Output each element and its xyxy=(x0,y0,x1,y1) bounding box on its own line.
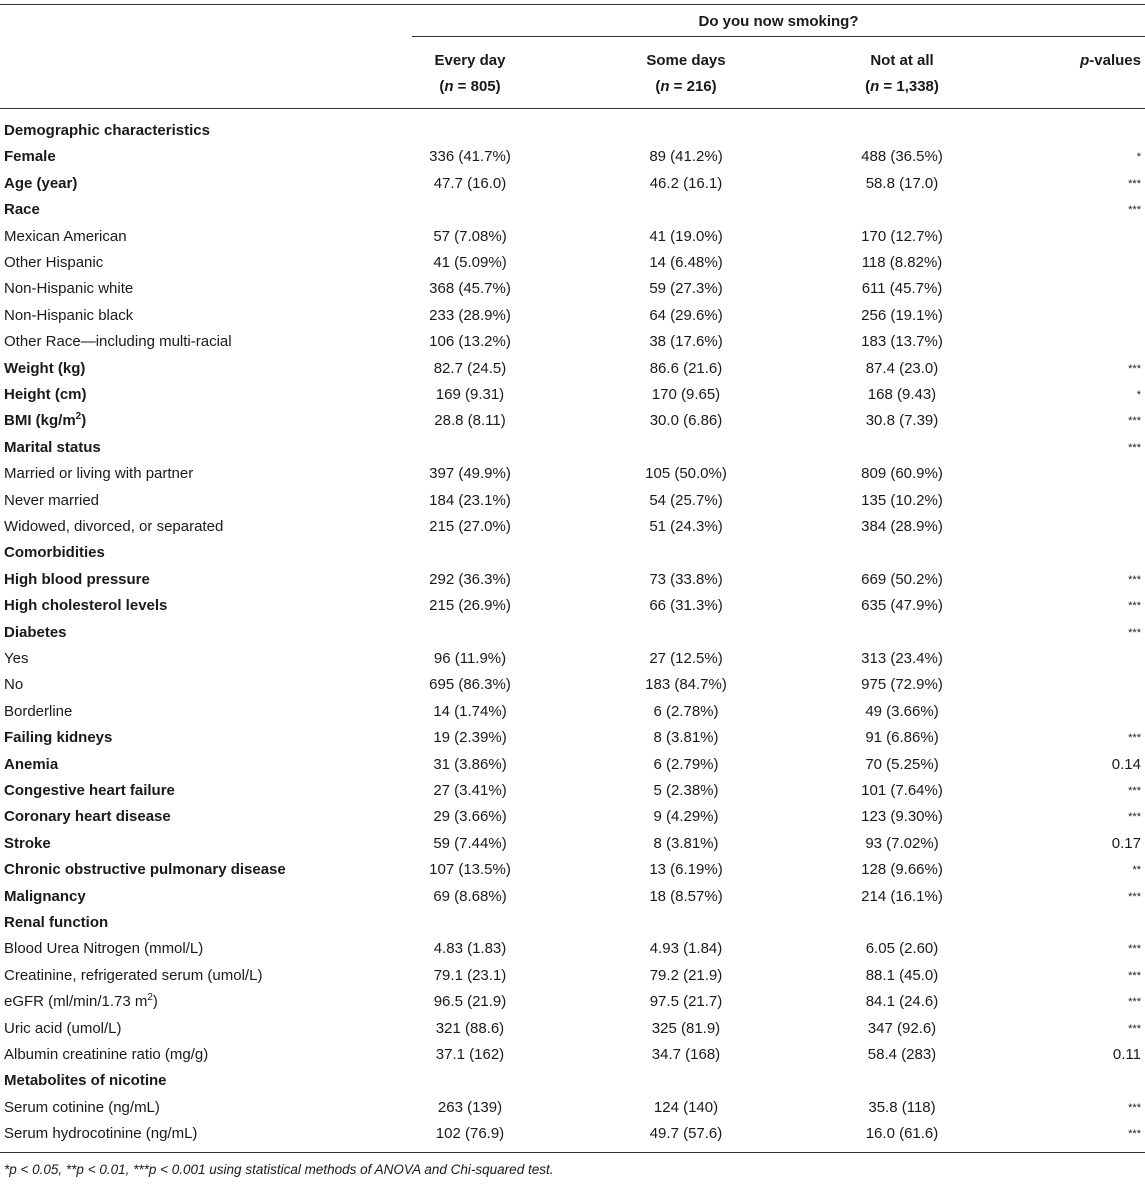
row-label: Height (cm) xyxy=(4,386,87,403)
row-value: 128 (9.66%) xyxy=(861,861,943,879)
row-value: 58.4 (283) xyxy=(867,1046,937,1063)
row-value: 635 (47.9%) xyxy=(861,597,943,615)
row-p-value: *** xyxy=(1128,811,1141,824)
col-header-not-at-all: Not at all xyxy=(870,52,934,69)
row-value: 59 (7.44%) xyxy=(433,834,507,852)
row-label: Serum hydrocotinine (ng/mL) xyxy=(4,1125,198,1143)
row-label: Borderline xyxy=(4,702,73,720)
row-p-value: *** xyxy=(1128,732,1141,745)
row-label: Blood Urea Nitrogen (mmol/L) xyxy=(4,940,204,958)
row-value: 18 (8.57%) xyxy=(649,887,723,905)
row-label: Malignancy xyxy=(4,887,86,905)
row-value: 215 (27.0%) xyxy=(429,518,511,535)
table-footnote: *p < 0.05, **p < 0.01, ***p < 0.001 using statistical methods of ANOVA and Chi-squared test. xyxy=(4,1162,554,1177)
row-value: 96 (11.9%) xyxy=(433,650,507,667)
row-p-value: *** xyxy=(1128,626,1141,639)
row-value: 170 (9.65) xyxy=(651,386,721,403)
row-label: Metabolites of nicotine xyxy=(4,1072,167,1090)
row-label: Stroke xyxy=(4,834,51,852)
row-value: 54 (25.7%) xyxy=(649,491,723,509)
row-value: 321 (88.6) xyxy=(435,1019,505,1037)
row-p-value: *** xyxy=(1128,441,1141,454)
row-value: 31 (3.86%) xyxy=(433,755,507,773)
col-n-every-day: (n = 805) xyxy=(439,78,501,95)
row-p-value: *** xyxy=(1128,177,1141,190)
row-value: 82.7 (24.5) xyxy=(433,359,507,377)
row-value: 30.0 (6.86) xyxy=(649,412,723,430)
row-value: 64 (29.6%) xyxy=(649,306,723,324)
row-value: 695 (86.3%) xyxy=(429,676,511,694)
row-value: 184 (23.1%) xyxy=(429,491,511,509)
row-value: 809 (60.9%) xyxy=(861,465,943,483)
row-p-value: *** xyxy=(1128,362,1141,375)
row-value: 263 (139) xyxy=(437,1098,503,1116)
row-value: 6.05 (2.60) xyxy=(865,940,939,958)
row-value: 124 (140) xyxy=(653,1098,719,1116)
row-p-value: ** xyxy=(1132,864,1141,877)
row-value: 4.93 (1.84) xyxy=(649,940,723,958)
row-value: 58.8 (17.0) xyxy=(865,174,939,192)
row-value: 57 (7.08%) xyxy=(433,227,507,245)
row-label: BMI $(kg/m^2)$ xyxy=(4,411,87,430)
row-value: 27 (3.41%) xyxy=(433,782,507,799)
row-label: No xyxy=(4,676,24,694)
row-label: Female xyxy=(4,148,56,166)
row-label: Other Hispanic xyxy=(4,254,104,271)
row-value: 37.1 (162) xyxy=(435,1046,505,1063)
row-p-value: *** xyxy=(1128,600,1141,613)
row-label: Widowed, divorced, or separated xyxy=(4,518,224,535)
row-value: 96.5 (21.9) xyxy=(433,993,507,1011)
row-value: 368 (45.7%) xyxy=(429,280,511,298)
row-value: 73 (33.8%) xyxy=(649,570,723,588)
row-value: 46.2 (16.1) xyxy=(649,174,723,192)
row-label: Creatinine, refrigerated serum (umol/L) xyxy=(4,966,263,984)
row-label: Failing kidneys xyxy=(4,729,113,747)
col-header-some-days: Some days xyxy=(646,52,726,69)
row-value: 14 (1.74%) xyxy=(433,702,507,720)
row-value: 47.7 (16.0) xyxy=(433,174,507,192)
row-value: 84.1 (24.6) xyxy=(865,993,939,1011)
row-value: 38 (17.6%) xyxy=(649,333,723,351)
row-value: 34.7 (168) xyxy=(651,1046,721,1063)
row-label: Married or living with partner xyxy=(4,465,194,483)
row-value: 170 (12.7%) xyxy=(861,227,943,245)
row-value: 975 (72.9%) xyxy=(861,676,943,694)
col-n-not-at-all: (n = 1,338) xyxy=(865,78,939,95)
row-label: Albumin creatinine ratio (mg/g) xyxy=(4,1046,209,1063)
row-label: Demographic characteristics xyxy=(4,122,210,139)
row-label: High cholesterol levels xyxy=(4,597,168,615)
row-value: 59 (27.3%) xyxy=(649,280,723,298)
bottom-rule xyxy=(0,1152,1145,1153)
row-value: 215 (26.9%) xyxy=(429,597,511,615)
row-value: 183 (13.7%) xyxy=(861,333,943,351)
col-header-every-day: Every day xyxy=(434,52,506,69)
row-label: High blood pressure xyxy=(4,570,150,588)
row-value: 611 (45.7%) xyxy=(861,280,943,298)
row-value: 87.4 (23.0) xyxy=(865,359,939,377)
row-value: 105 (50.0%) xyxy=(645,465,727,483)
row-p-value: *** xyxy=(1128,969,1141,982)
row-value: 49.7 (57.6) xyxy=(649,1125,723,1143)
row-value: 13 (6.19%) xyxy=(649,861,723,879)
row-value: 6 (2.78%) xyxy=(653,702,719,720)
row-value: 8 (3.81%) xyxy=(653,729,719,747)
row-value: 89 (41.2%) xyxy=(649,148,723,166)
row-value: 101 (7.64%) xyxy=(861,782,943,799)
row-value: 214 (16.1%) xyxy=(861,887,943,905)
row-label: Coronary heart disease xyxy=(4,808,171,826)
row-label: Race xyxy=(4,201,40,219)
row-value: 93 (7.02%) xyxy=(865,834,939,852)
row-value: 97.5 (21.7) xyxy=(649,993,723,1011)
spanner-rule xyxy=(412,36,1145,37)
row-p-value: * xyxy=(1136,389,1141,401)
header-rule xyxy=(0,108,1145,109)
row-value: 169 (9.31) xyxy=(435,386,505,403)
row-p-value: *** xyxy=(1128,943,1141,956)
row-p-value: * xyxy=(1136,151,1141,164)
row-value: 8 (3.81%) xyxy=(653,834,719,852)
row-value: 118 (8.82%) xyxy=(861,254,943,271)
row-value: 336 (41.7%) xyxy=(429,148,511,166)
row-label: Renal function xyxy=(4,914,109,931)
row-label: Congestive heart failure xyxy=(4,782,175,799)
row-p-value: *** xyxy=(1128,204,1141,217)
row-label: Yes xyxy=(4,650,29,667)
col-n-some-days: (n = 216) xyxy=(655,78,717,95)
row-p-value: *** xyxy=(1128,996,1141,1009)
row-value: 19 (2.39%) xyxy=(433,729,507,747)
row-label: Age (year) xyxy=(4,174,78,192)
row-label: Non-Hispanic black xyxy=(4,306,134,324)
row-value: 86.6 (21.6) xyxy=(649,359,723,377)
row-p-value: *** xyxy=(1128,1101,1141,1114)
row-value: 384 (28.9%) xyxy=(861,518,943,535)
row-label: Marital status xyxy=(4,438,101,456)
row-label: Other Race—including multi-racial xyxy=(4,333,232,351)
row-label: Diabetes xyxy=(4,623,67,641)
row-value: 347 (92.6) xyxy=(867,1019,937,1037)
row-value: 14 (6.48%) xyxy=(649,254,723,271)
row-value: 91 (6.86%) xyxy=(865,729,939,747)
row-value: 6 (2.79%) xyxy=(653,755,719,773)
row-label: Non-Hispanic white xyxy=(4,280,134,298)
row-value: 397 (49.9%) xyxy=(429,465,511,483)
row-value: 256 (19.1%) xyxy=(861,306,943,324)
row-value: 123 (9.30%) xyxy=(861,808,943,826)
row-value: 106 (13.2%) xyxy=(429,333,511,351)
row-p-value: 0.11 xyxy=(1112,1046,1141,1063)
row-value: 79.2 (21.9) xyxy=(649,966,723,984)
row-value: 16.0 (61.6) xyxy=(865,1125,939,1143)
row-value: 41 (5.09%) xyxy=(433,254,507,271)
row-value: 292 (36.3%) xyxy=(429,570,511,588)
top-rule xyxy=(0,4,1145,5)
row-p-value: *** xyxy=(1128,1128,1141,1141)
row-value: 88.1 (45.0) xyxy=(865,966,939,984)
row-p-value: *** xyxy=(1128,1022,1141,1035)
row-value: 29 (3.66%) xyxy=(433,808,507,826)
row-value: 35.8 (118) xyxy=(868,1098,936,1116)
row-value: 27 (12.5%) xyxy=(649,650,723,667)
spanner-header: Do you now smoking? xyxy=(698,13,859,30)
row-value: 183 (84.7%) xyxy=(645,676,727,694)
row-p-value: 0.17 xyxy=(1111,834,1141,852)
row-value: 49 (3.66%) xyxy=(865,702,939,720)
row-value: 168 (9.43) xyxy=(867,386,937,403)
row-value: 4.83 (1.83) xyxy=(433,940,507,958)
row-value: 669 (50.2%) xyxy=(861,570,943,588)
row-value: 79.1 (23.1) xyxy=(433,966,507,984)
row-p-value: *** xyxy=(1128,890,1141,903)
col-header-p-values: p-values xyxy=(1080,52,1141,69)
row-value: 70 (5.25%) xyxy=(865,755,939,773)
row-label: Mexican American xyxy=(4,227,127,245)
row-label: Weight (kg) xyxy=(4,359,86,377)
row-label: Anemia xyxy=(4,755,59,773)
row-value: 41 (19.0%) xyxy=(649,227,723,245)
row-value: 488 (36.5%) xyxy=(861,148,943,166)
row-value: 107 (13.5%) xyxy=(429,861,511,879)
row-p-value: 0.14 xyxy=(1111,755,1141,773)
row-label: Chronic obstructive pulmonary disease xyxy=(4,861,286,879)
row-label: Uric acid (umol/L) xyxy=(4,1019,122,1037)
row-value: 102 (76.9) xyxy=(435,1125,505,1143)
row-value: 313 (23.4%) xyxy=(861,650,943,667)
row-value: 69 (8.68%) xyxy=(433,887,507,905)
row-value: 5 (2.38%) xyxy=(653,782,719,799)
row-value: 51 (24.3%) xyxy=(649,518,723,535)
row-value: 9 (4.29%) xyxy=(653,808,719,826)
row-value: 325 (81.9) xyxy=(651,1019,721,1037)
row-label: Never married xyxy=(4,491,100,509)
row-label: eGFR (ml/min/1.73 $m^2$) xyxy=(4,992,158,1011)
row-value: 233 (28.9%) xyxy=(429,306,511,324)
row-p-value: *** xyxy=(1128,415,1141,428)
row-value: 28.8 (8.11) xyxy=(434,412,506,430)
row-value: 66 (31.3%) xyxy=(649,597,723,615)
row-label: Comorbidities xyxy=(4,544,105,562)
row-value: 135 (10.2%) xyxy=(861,491,943,509)
row-p-value: *** xyxy=(1128,573,1141,586)
row-label: Serum cotinine (ng/mL) xyxy=(4,1098,160,1116)
row-value: 30.8 (7.39) xyxy=(865,412,939,430)
row-p-value: *** xyxy=(1128,785,1141,797)
